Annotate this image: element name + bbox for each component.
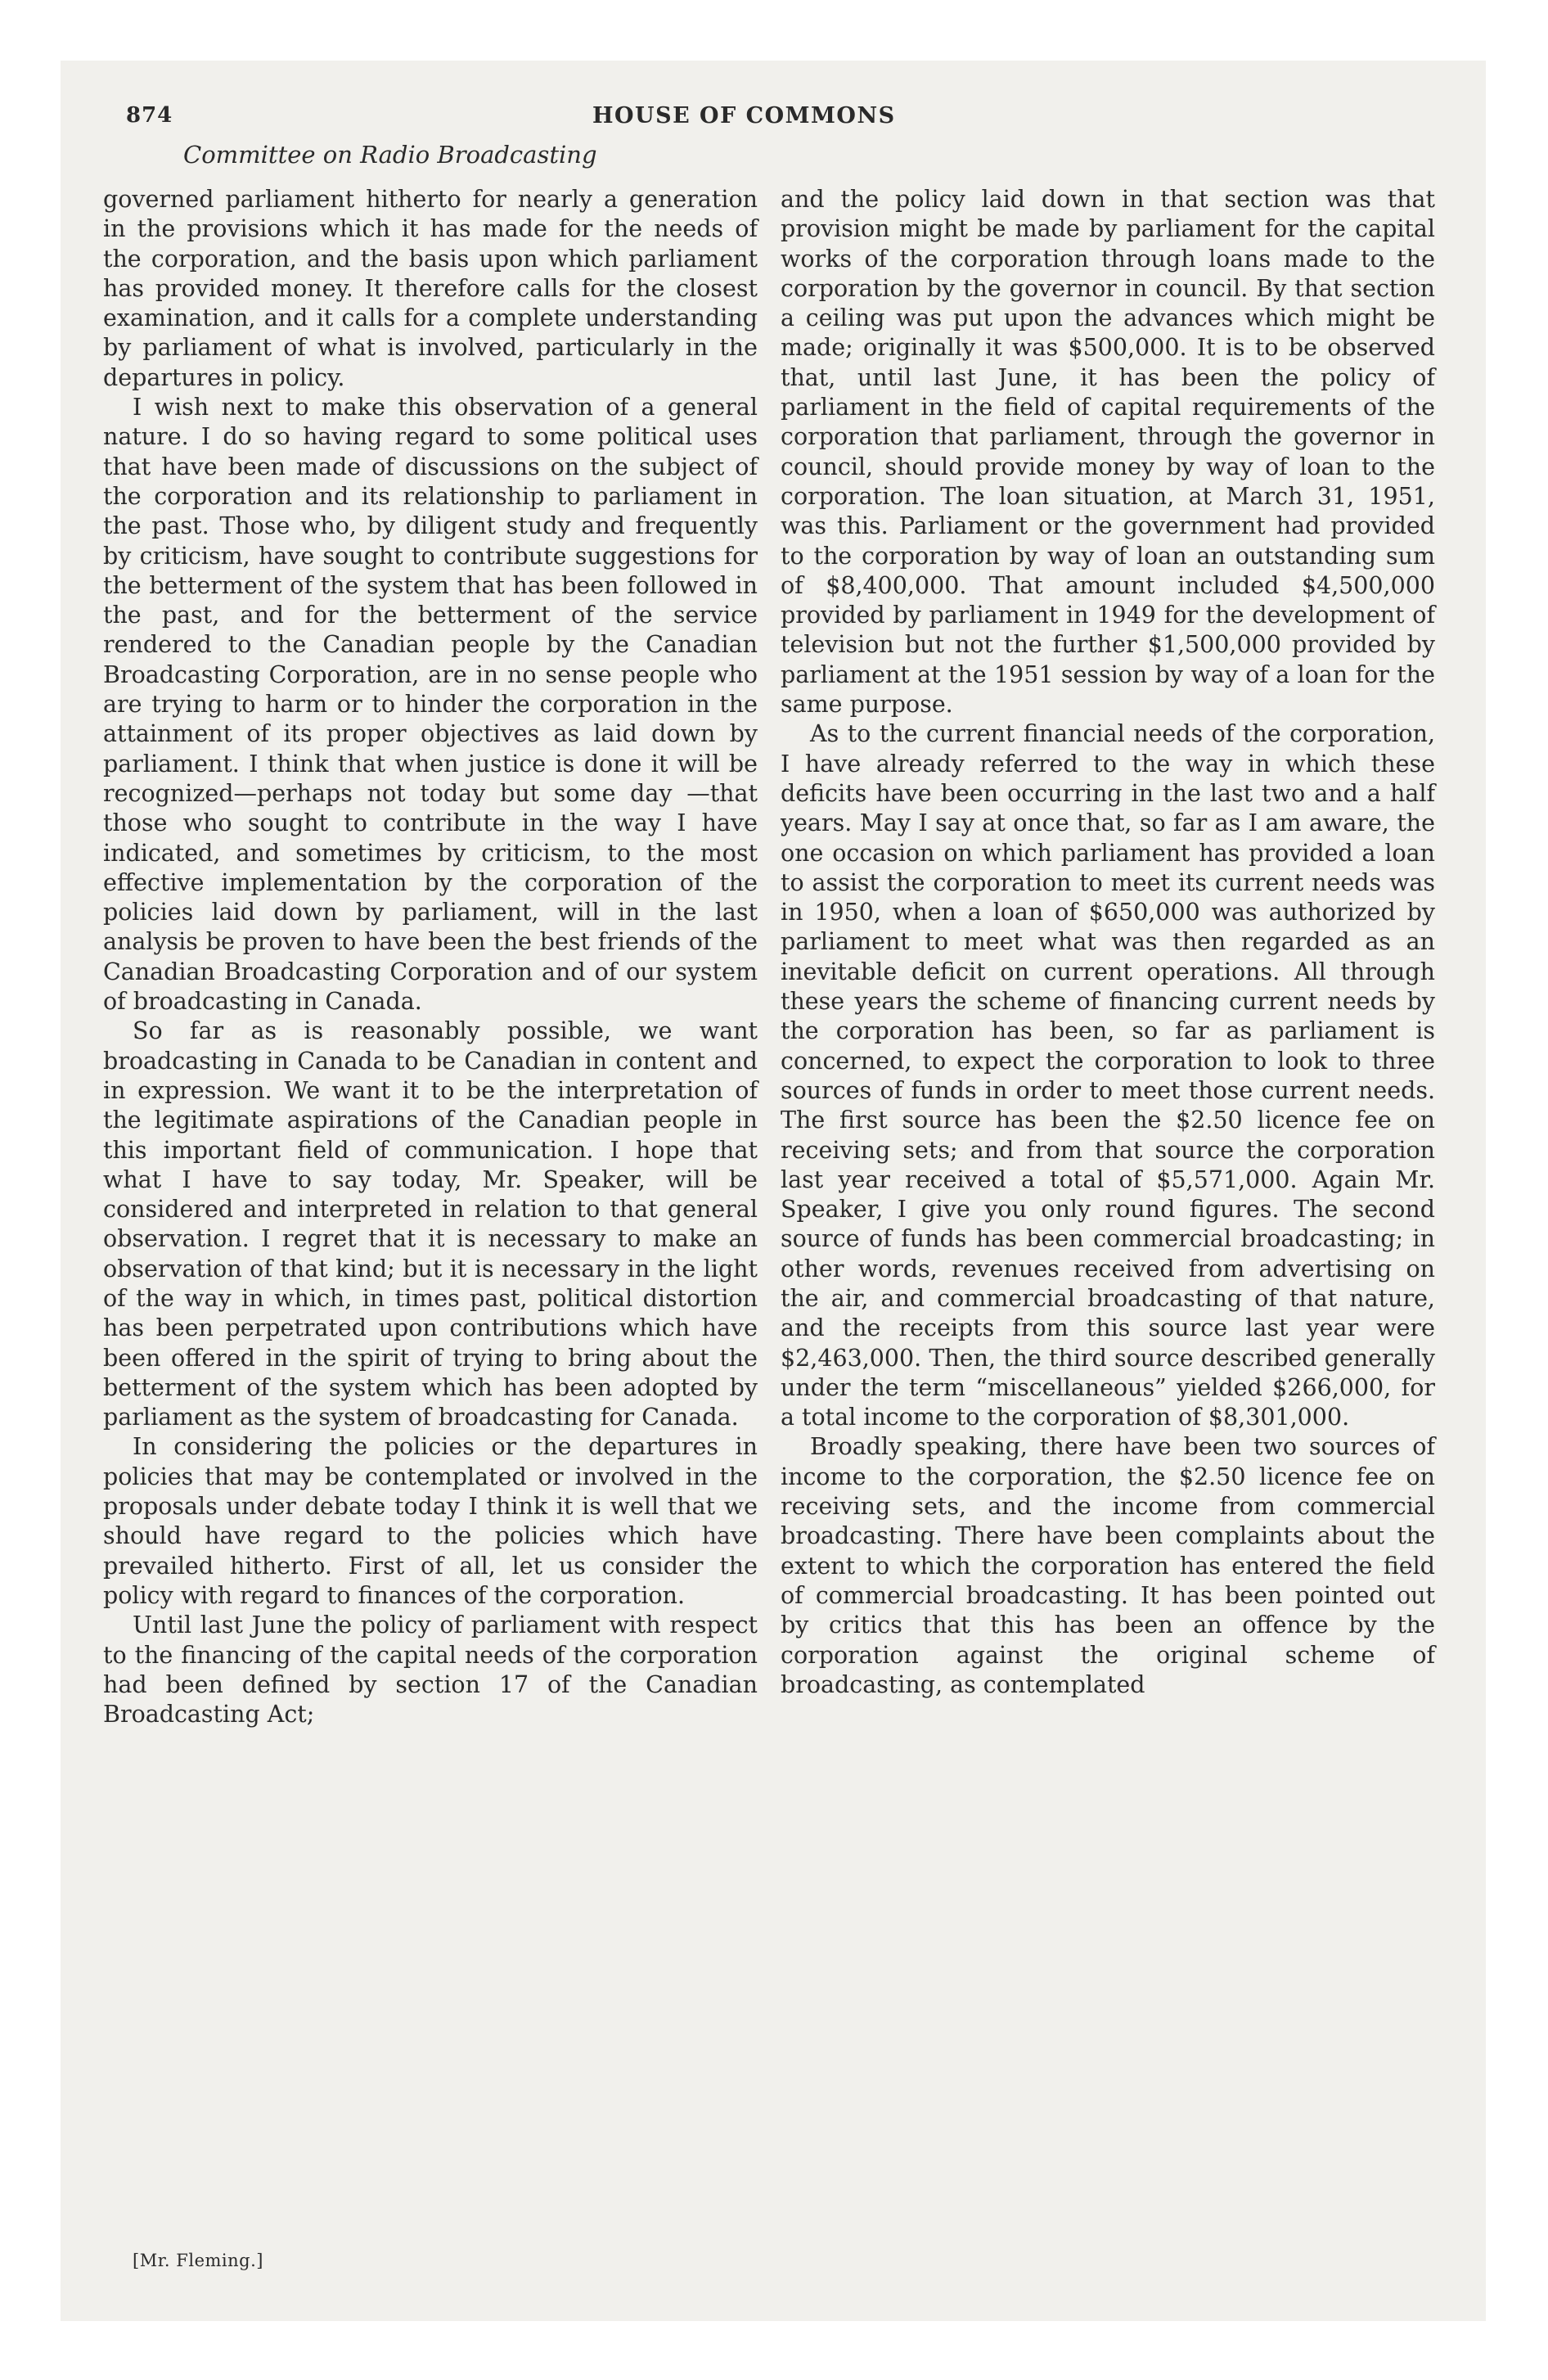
document-page — [61, 61, 1486, 2321]
paragraph: I wish next to make this observation of a general nature. I do so having regard to some political uses that have been made of discussions on the subject of the corporation and its relationship to parliament in the past. Those who, by diligent study and frequently by criticism, have sought to contribute suggestions for the betterment of the system that has been followed in the past, and for the betterment of the service rendered to the Canadian people by the Canadian Broadcasting Corporation, are in no sense people who are trying to harm or to hinder the corporation in the attainment of its proper objectives as laid down by parliament. I think that when justice is done it will be recognized—perhaps not today but some day —that those who sought to contribute in the way I have indicated, and sometimes by criticism, to the most effective implementation by the corporation of the policies laid down by parliament, will in the last analysis be proven to have been the best friends of the Canadian Broadcasting Corporation and of our system of broadcasting in Canada. — [103, 394, 758, 1016]
left-column — [103, 185, 758, 1729]
running-head: HOUSE OF COMMONS — [592, 103, 896, 128]
page-number: 874 — [126, 103, 173, 128]
right-column — [781, 185, 1435, 1700]
section-subhead: Committee on Radio Broadcasting — [183, 141, 597, 169]
paragraph: governed parliament hitherto for nearly a generation in the provisions which it has made for the needs of the corporation, and the basis upon which parliament has provided money. It therefore calls for the closest examination, and it calls for a complete understanding by parliament of what is involved, particularly in the departures in policy. — [103, 186, 758, 391]
paragraph: Broadly speaking, there have been two sources of income to the corporation, the $2.50 licence fee on receiving sets, and the income from commercial broadcasting. There have been complaints about the extent to which the corporation has entered the field of commercial broadcasting. It has been pointed out by critics that this has been an offence by the corporation against the original scheme of broadcasting, as contemplated — [781, 1433, 1435, 1698]
paragraph: and the policy laid down in that section was that provision might be made by parliament for the capital works of the corporation through loans made to the corporation by the governor in council. By that section a ceiling was put upon the advances which might be made; originally it was $500,000. It is to be observed that, until last June, it has been the policy of parliament in the field of capital requirements of the corporation that parliament, through the governor in council, should provide money by way of loan to the corporation. The loan situation, at March 31, 1951, was this. Parliament or the government had provided to the corporation by way of loan an outstanding sum of $8,400,000. That amount included $4,500,000 provided by parliament in 1949 for the development of television but not the further $1,500,000 provided by parliament at the 1951 session by way of a loan for the same purpose. — [781, 186, 1435, 719]
paragraph: Until last June the policy of parliament with respect to the financing of the capital needs of the corporation had been defined by section 17 of the Canadian Broadcasting Act; — [103, 1611, 758, 1729]
paragraph: So far as is reasonably possible, we want broadcasting in Canada to be Canadian in content and in expression. We want it to be the interpretation of the legitimate aspirations of the Canadian people in this important field of communication. I hope that what I have to say today, Mr. Speaker, will be considered and interpreted in relation to that general observation. I regret that it is necessary to make an observation of that kind; but it is necessary in the light of the way in which, in times past, political distortion has been perpetrated upon contributions which have been offered in the spirit of trying to bring about the betterment of the system which has been adopted by parliament as the system of broadcasting for Canada. — [103, 1017, 758, 1431]
paragraph: In considering the policies or the departures in policies that may be contemplated or involved in the proposals under debate today I think it is well that we should have regard to the policies which have prevailed hitherto. First of all, let us consider the policy with regard to finances of the corporation. — [103, 1433, 758, 1609]
paragraph: As to the current financial needs of the corporation, I have already referred to the way in which these deficits have been occurring in the last two and a half years. May I say at once that, so far as I am aware, the one occasion on which parliament has provided a loan to assist the corporation to meet its current needs was in 1950, when a loan of $650,000 was authorized by parliament to meet what was then regarded as an inevitable deficit on current operations. All through these years the scheme of financing current needs by the corporation has been, so far as parliament is concerned, to expect the corporation to look to three sources of funds in order to meet those current needs. The first source has been the $2.50 licence fee on receiving sets; and from that source the corporation last year received a total of $5,571,000. Again Mr. Speaker, I give you only round figures. The second source of funds has been commercial broadcasting; in other words, revenues received from advertising on the air, and commercial broadcasting of that nature, and the receipts from this source last year were $2,463,000. Then, the third source described generally under the term “miscellaneous” yielded $266,000, for a total income to the corporation of $8,301,000. — [781, 720, 1435, 1431]
speaker-attribution: [Mr. Fleming.] — [133, 2251, 263, 2270]
